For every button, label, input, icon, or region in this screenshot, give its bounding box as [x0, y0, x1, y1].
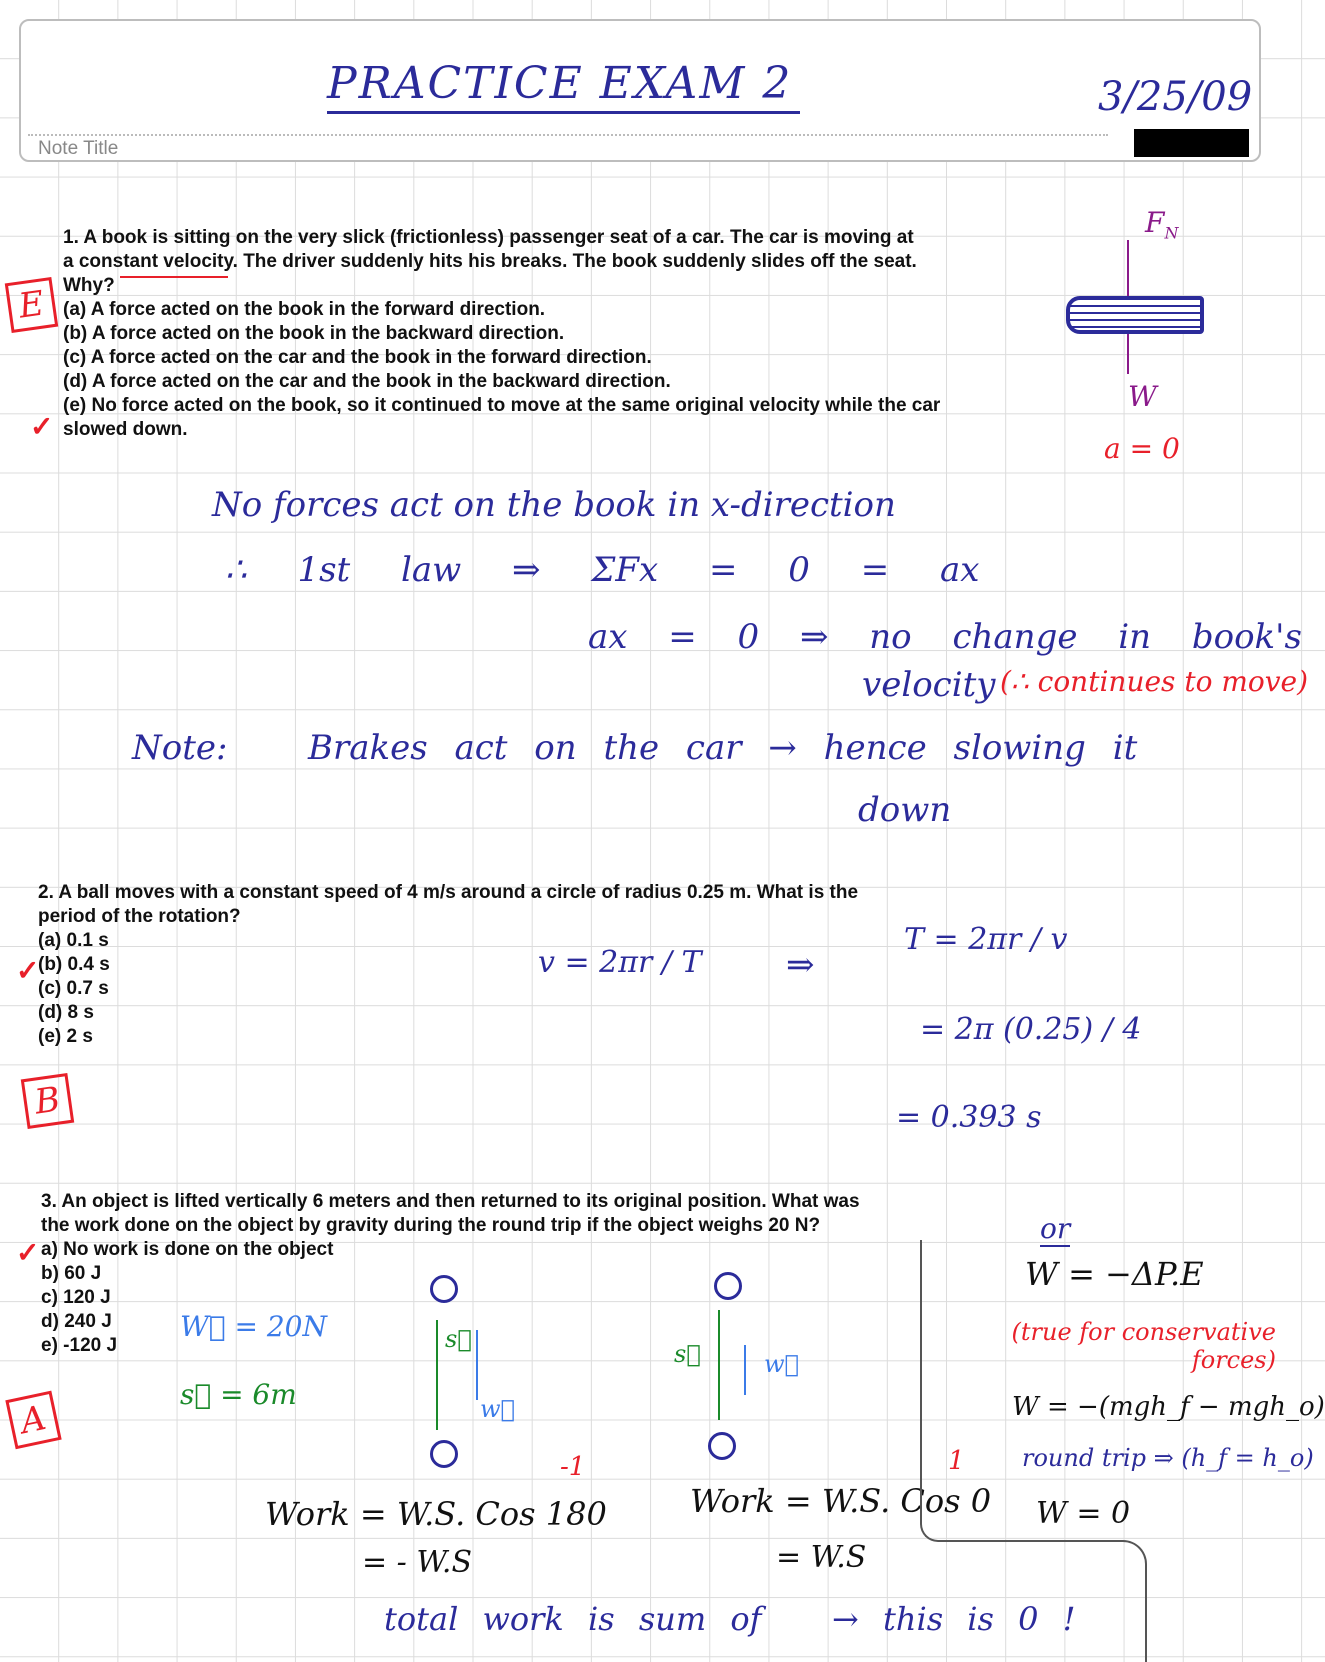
cos-value: -1 — [560, 1452, 586, 1482]
question-2 — [38, 881, 858, 1049]
q3-option-d: d) 240 J — [41, 1311, 112, 1332]
conservative-note: (true for conservative forces) — [1011, 1318, 1276, 1374]
q3-option-b: b) 60 J — [41, 1263, 102, 1284]
total-work-note: total work is sum of — [384, 1600, 762, 1638]
q2-line: 2. A ball moves with a constant speed of 4 m/s around a circle of radius 0.25 m. What is the — [38, 882, 859, 903]
q1-answer-mark: E — [5, 277, 58, 333]
or-label: or — [1040, 1212, 1071, 1245]
note-line: ∴ 1st law ⇒ ΣFx = 0 = ax — [225, 550, 980, 590]
result: = 0.393 s — [896, 1100, 1042, 1135]
q1-option-a: (a) A force acted on the book in the forward direction. — [63, 299, 546, 320]
ball-icon — [430, 1275, 458, 1303]
title-divider — [28, 134, 1108, 136]
q3-answer-mark: A — [5, 1391, 61, 1450]
check-icon: ✓ — [16, 1237, 40, 1268]
check-icon: ✓ — [16, 955, 40, 986]
work-up-eq: Work = W.S. Cos 180 — [265, 1495, 607, 1533]
formula: v = 2πr / T — [538, 945, 702, 980]
fn-label: $F_N$ — [1145, 206, 1179, 243]
ball-icon — [708, 1432, 736, 1460]
q2-option-a: (a) 0.1 s — [38, 930, 109, 951]
q1-option-e: (e) No force acted on the book, so it continued to move at the same original velocity while the car — [63, 395, 941, 416]
q1-line: Why? — [63, 275, 115, 296]
normal-force-arrow — [1127, 240, 1129, 296]
note-line: down — [858, 790, 952, 830]
s-vector-label: s⃗ — [445, 1325, 472, 1353]
w-label: W — [1128, 380, 1157, 413]
q3-option-c: c) 120 J — [41, 1287, 111, 1308]
q1-line: 1. A book is sitting on the very slick (frictionless) passenger seat of a car. The car is moving at — [63, 227, 914, 248]
ball-icon — [430, 1440, 458, 1468]
q2-answer-mark: B — [21, 1073, 75, 1129]
note-line: No forces act on the book in x-direction — [212, 485, 896, 525]
underline-mark — [120, 276, 228, 278]
q2-option-b: (b) 0.4 s — [38, 954, 110, 975]
q2-option-c: (c) 0.7 s — [38, 978, 109, 999]
divider-line — [920, 1240, 1032, 1542]
s-vector-label: s⃗ — [674, 1340, 701, 1368]
q1-line: a constant velocity. The driver suddenly hits his breaks. The book suddenly slides off the seat. — [63, 251, 917, 272]
work-up-result: = - W.S — [362, 1545, 473, 1580]
w-vector-label: w⃗ — [480, 1395, 515, 1423]
given-displacement: s⃗ = 6m — [180, 1378, 297, 1411]
zero-note: → this is 0 ! — [832, 1600, 1076, 1638]
page-title: PRACTICE EXAM 2 — [327, 58, 800, 114]
displacement-down-arrow — [718, 1310, 720, 1420]
formula: T = 2πr / v — [904, 922, 1068, 957]
displacement-up-arrow — [436, 1320, 438, 1430]
acceleration-label: a = 0 — [1104, 432, 1180, 465]
cos-value: 1 — [948, 1446, 965, 1476]
work-height-eq: W = −(mgh_f − mgh_o) — [1012, 1392, 1325, 1422]
q3-option-a: a) No work is done on the object — [41, 1239, 334, 1260]
redaction-box — [1134, 129, 1249, 157]
question-1 — [63, 226, 940, 442]
note-label: Note: — [132, 728, 228, 768]
check-icon: ✓ — [30, 411, 54, 442]
note-line: velocity — [862, 665, 996, 705]
q2-option-e: (e) 2 s — [38, 1026, 93, 1047]
divider-line — [1030, 1540, 1147, 1662]
given-weight: W⃗ = 20N — [180, 1310, 327, 1343]
q3-line: 3. An object is lifted vertically 6 meters and then returned to its original position. What was — [41, 1191, 860, 1212]
date: 3/25/09 — [1098, 74, 1253, 120]
q2-option-d: (d) 8 s — [38, 1002, 94, 1023]
book-drawing — [1066, 296, 1204, 334]
note-line: Brakes act on the car → hence slowing it — [308, 728, 1138, 768]
q2-line: period of the rotation? — [38, 906, 241, 927]
formula: = 2π (0.25) / 4 — [920, 1012, 1142, 1047]
q3-line: the work done on the object by gravity during the round trip if the object weighs 20 N? — [41, 1215, 821, 1236]
implies-arrow: ⇒ — [786, 945, 815, 985]
q1-option-c: (c) A force acted on the car and the book in the forward direction. — [63, 347, 652, 368]
note-line-red: (∴ continues to move) — [1000, 665, 1309, 698]
q1-option-e-cont: slowed down. — [63, 419, 188, 440]
work-zero: W = 0 — [1036, 1496, 1131, 1531]
weight-down-arrow — [744, 1345, 746, 1395]
weight-arrow — [1127, 334, 1129, 374]
q3-option-e: e) -120 J — [41, 1335, 118, 1356]
work-down-result: = W.S — [776, 1540, 867, 1575]
q1-option-d: (d) A force acted on the car and the book in the backward direction. — [63, 371, 671, 392]
w-vector-label: w⃗ — [764, 1350, 799, 1378]
note-line: ax = 0 ⇒ no change in book's — [588, 617, 1302, 657]
note-title-label[interactable]: Note Title — [38, 138, 119, 159]
ball-icon — [714, 1272, 742, 1300]
weight-down-arrow — [476, 1330, 478, 1400]
work-down-eq: Work = W.S. Cos 0 — [690, 1482, 992, 1520]
q1-option-b: (b) A force acted on the book in the backward direction. — [63, 323, 565, 344]
round-trip-note: round trip ⇒ (h_f = h_o) — [1022, 1444, 1314, 1472]
potential-energy-eq: W = −ΔP.E — [1025, 1255, 1204, 1293]
